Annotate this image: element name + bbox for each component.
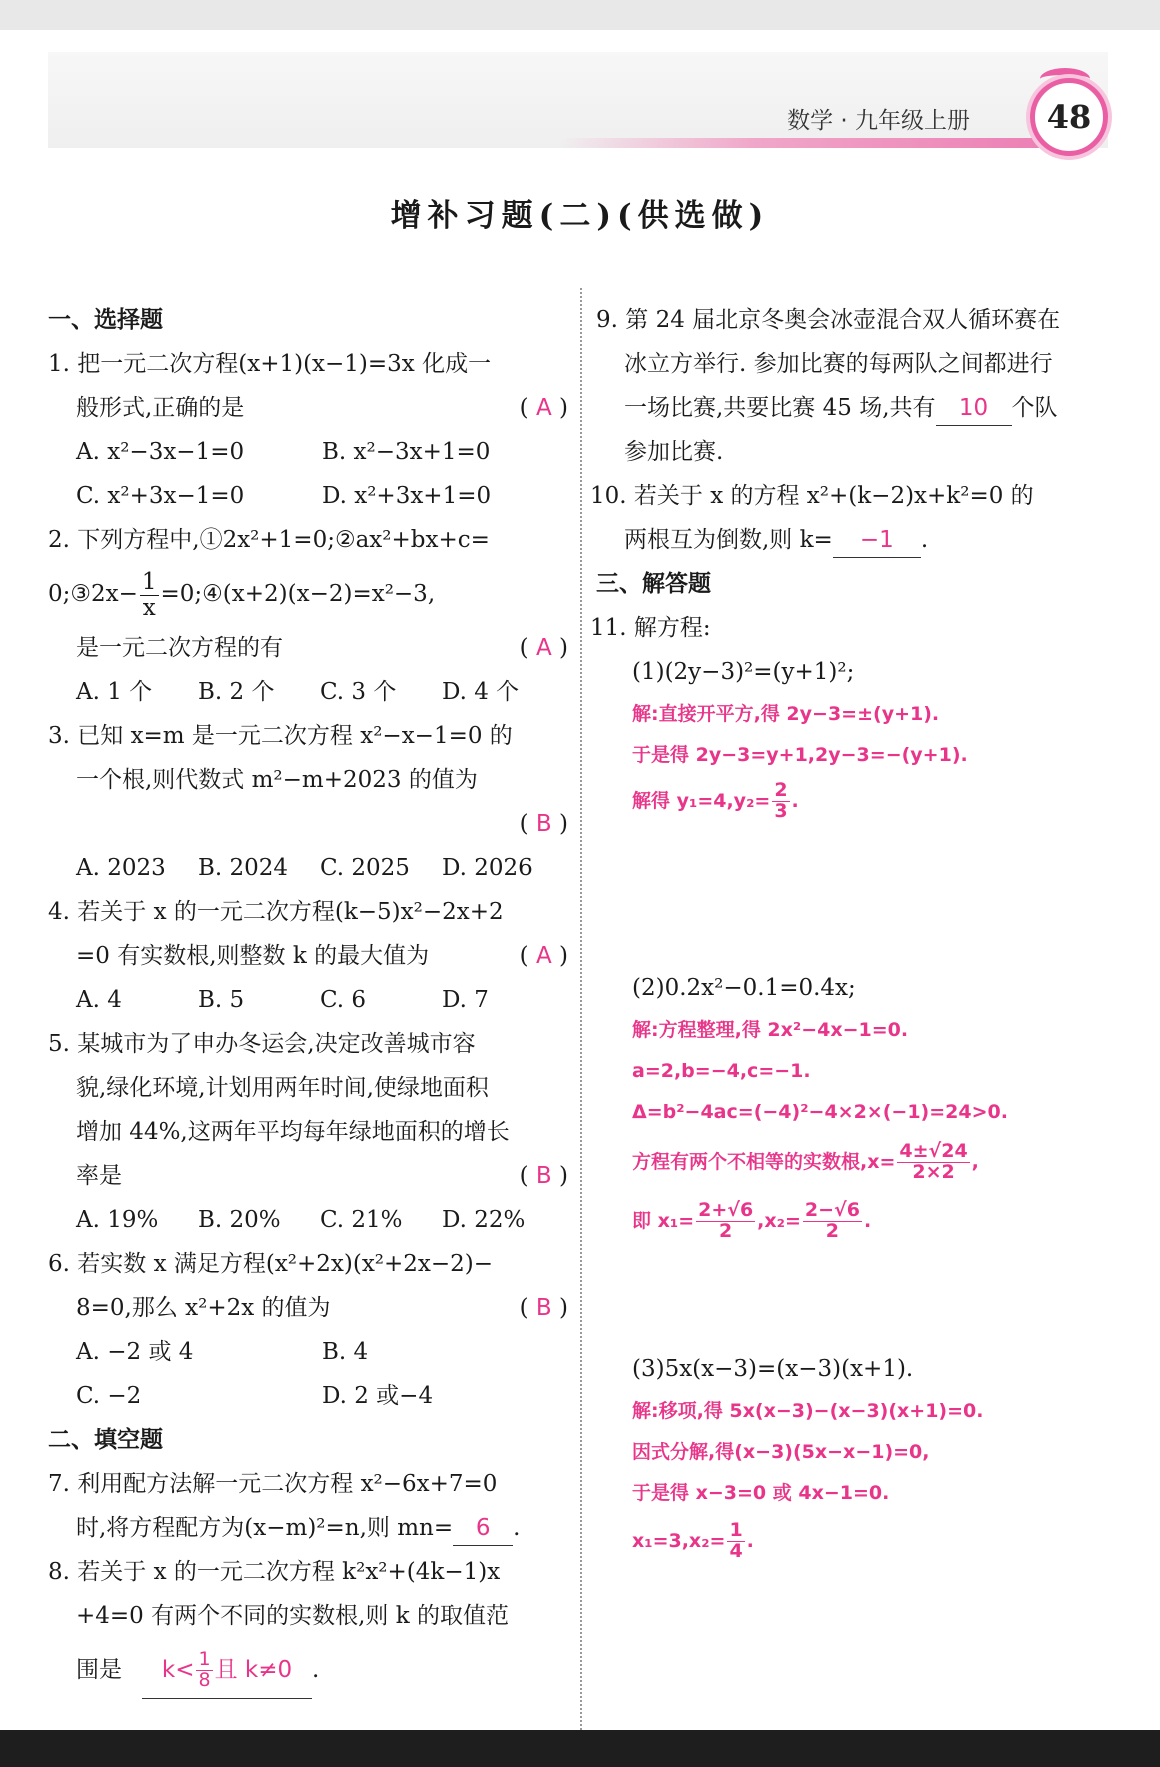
q11-p1-frac-num: 2 (774, 779, 788, 802)
q2-option-d: D. 4 个 (442, 679, 520, 705)
q1-option-b: B. x²−3x+1=0 (322, 439, 491, 465)
q11-p3-step3: 于是得 x−3=0 或 4x−1=0. (632, 1482, 890, 1504)
q4-line1: 4. 若关于 x 的一元二次方程(k−5)x²−2x+2 (48, 899, 504, 925)
q4-option-b: B. 5 (198, 987, 245, 1013)
q4-answer: A (535, 943, 552, 969)
q9-line3 (596, 386, 1112, 430)
q3-line3 (48, 802, 568, 846)
q5-option-b: B. 20% (198, 1207, 281, 1233)
q11-p3-step2: 因式分解,得(x−3)(5x−x−1)=0, (632, 1441, 930, 1463)
q1-options-row2 (48, 474, 568, 518)
q2-line1: 2. 下列方程中,①2x²+1=0;②ax²+bx+c= (48, 527, 490, 553)
q11-p1-equation: (1)(2y−3)²=(y+1)²; (632, 659, 855, 685)
q11-p3-fraction (727, 1521, 744, 1562)
q8-stem: 围是 (76, 1657, 122, 1683)
q11-p2-step3: Δ=b²−4ac=(−4)²−4×2×(−1)=24>0. (632, 1101, 1008, 1123)
bottom-margin (0, 1730, 1160, 1767)
q6-stem: 8=0,那么 x²+2x 的值为 (76, 1295, 331, 1321)
q5-option-c: C. 21% (320, 1207, 403, 1233)
q4-line2 (48, 934, 568, 978)
q2-frac-den: x (142, 594, 156, 621)
q11-part3 (596, 1347, 1112, 1568)
q11-p3-frac-num: 1 (729, 1519, 743, 1542)
page-number: 48 (1046, 98, 1092, 136)
q2-option-b: B. 2 个 (198, 679, 275, 705)
q11-p2-s4b: , (971, 1151, 979, 1173)
page-title: 增补习题(二)(供选做) (390, 198, 770, 234)
q5-line1: 5. 某城市为了申办冬运会,决定改善城市容 (48, 1031, 476, 1057)
q3-option-d: D. 2026 (442, 855, 533, 881)
q7-line1: 7. 利用配方法解一元二次方程 x²−6x+7=0 (48, 1471, 498, 1497)
q8-frac-num: 1 (198, 1648, 211, 1671)
question-4 (48, 890, 568, 1022)
q6-option-a: A. −2 或 4 (76, 1339, 194, 1365)
q1-answer: A (535, 395, 552, 421)
q8-line2: +4=0 有两个不同的实数根,则 k 的取值范 (76, 1603, 509, 1629)
header-subject: 数学 · 九年级上册 (787, 108, 970, 134)
q11-p1-step3 (596, 776, 1112, 826)
q11-p2-step2: a=2,b=−4,c=−1. (632, 1060, 811, 1082)
header-accent-line (560, 138, 1050, 148)
q11-p3-s4b: . (746, 1530, 754, 1552)
q2-answer: A (535, 635, 552, 661)
q11-p1-s3a: 解得 y₁=4,y₂= (632, 790, 771, 812)
q11-p2-step4 (596, 1133, 1112, 1191)
q9-answer: 10 (936, 391, 1012, 426)
q2-options (48, 670, 568, 714)
q4-option-d: D. 7 (442, 987, 489, 1013)
q3-answer: B (535, 811, 552, 837)
question-7 (48, 1462, 568, 1550)
q11-line1: 11. 解方程: (590, 615, 711, 641)
section-choice: 一、选择题 (48, 307, 163, 333)
left-column (48, 298, 568, 1702)
q4-answer-box: ( A ) (519, 943, 568, 969)
page-number-badge (1030, 78, 1108, 156)
q6-options-row1 (48, 1330, 568, 1374)
q8-line1: 8. 若关于 x 的一元二次方程 k²x²+(4k−1)x (48, 1559, 501, 1585)
q6-line1: 6. 若实数 x 满足方程(x²+2x)(x²+2x−2)− (48, 1251, 494, 1277)
q2-stem: 是一元二次方程的有 (76, 635, 283, 661)
q5-stem: 率是 (76, 1163, 122, 1189)
q11-spacer2 (596, 1251, 1112, 1347)
q11-p2-fraction-x2 (803, 1201, 862, 1242)
q9-line3-end: 个队 (1011, 395, 1058, 421)
q5-option-a: A. 19% (76, 1207, 159, 1233)
q11-p2-s5a: 即 x₁= (632, 1210, 695, 1232)
question-6 (48, 1242, 568, 1418)
q8-fraction (196, 1650, 212, 1691)
q5-line2: 貌,绿化环境,计划用两年时间,使绿地面积 (76, 1075, 489, 1101)
right-column (590, 298, 1112, 1568)
q9-stem: 一场比赛,共要比赛 45 场,共有 (624, 395, 936, 421)
q4-option-c: C. 6 (320, 987, 367, 1013)
q11-p1-frac-den: 3 (774, 800, 788, 822)
q3-answer-box: ( B ) (519, 811, 568, 837)
q3-option-b: B. 2024 (198, 855, 289, 881)
q8-answer (142, 1642, 312, 1699)
q1-stem: 般形式,正确的是 (76, 395, 245, 421)
section-fill: 二、填空题 (48, 1427, 163, 1453)
q11-p3-s4a: x₁=3,x₂= (632, 1530, 726, 1552)
question-11 (590, 606, 1112, 1568)
q7-line2 (48, 1506, 568, 1550)
q11-p2-fraction-x1 (696, 1201, 755, 1242)
q10-line2 (596, 518, 1112, 562)
q11-p1-step2: 于是得 2y−3=y+1,2y−3=−(y+1). (632, 744, 968, 766)
q8-line3 (48, 1638, 568, 1702)
q2-fraction (140, 570, 159, 619)
q3-line2: 一个根,则代数式 m²−m+2023 的值为 (76, 767, 478, 793)
q11-p2-step5 (596, 1191, 1112, 1251)
q6-options-row2 (48, 1374, 568, 1418)
q11-p2-x2-den: 2 (825, 1220, 840, 1242)
q11-p2-frac-num: 4±√24 (899, 1140, 968, 1163)
q6-answer-box: ( B ) (519, 1295, 568, 1321)
q6-answer: B (535, 1295, 552, 1321)
q8-answer-b: 且 k≠0 (214, 1657, 293, 1683)
q2-line2-b: =0;④(x+2)(x−2)=x²−3, (160, 581, 436, 607)
q1-options-row1 (48, 430, 568, 474)
q2-line2-a: 0;③2x− (48, 581, 138, 607)
q10-line1: 10. 若关于 x 的方程 x²+(k−2)x+k²=0 的 (590, 483, 1034, 509)
q11-p2-x1-den: 2 (719, 1220, 733, 1242)
q7-end: . (513, 1515, 521, 1541)
column-divider (580, 288, 582, 1738)
q6-line2 (48, 1286, 568, 1330)
q6-option-d: D. 2 或−4 (322, 1383, 434, 1409)
q11-spacer1 (596, 826, 1112, 966)
q10-stem: 两根互为倒数,则 k= (624, 527, 833, 553)
question-2 (48, 518, 568, 714)
q10-answer: −1 (833, 523, 921, 558)
q11-p2-s5b: . (863, 1210, 872, 1232)
q1-line1: 1. 把一元二次方程(x+1)(x−1)=3x 化成一 (48, 351, 492, 377)
q8-frac-den: 8 (198, 1669, 211, 1691)
textbook-page (0, 30, 1160, 1730)
q3-option-c: C. 2025 (320, 855, 410, 881)
q6-option-b: B. 4 (322, 1339, 369, 1365)
q11-p2-step1: 解:方程整理,得 2x²−4x−1=0. (632, 1019, 909, 1041)
q11-p2-x2-num: 2−√6 (804, 1199, 860, 1222)
q8-answer-a: k< (161, 1657, 195, 1683)
q11-p3-step1: 解:移项,得 5x(x−3)−(x−3)(x+1)=0. (632, 1400, 984, 1422)
q3-line1: 3. 已知 x=m 是一元二次方程 x²−x−1=0 的 (48, 723, 513, 749)
q11-part2 (596, 966, 1112, 1251)
q11-p3-step4 (596, 1514, 1112, 1568)
q1-option-c: C. x²+3x−1=0 (76, 483, 245, 509)
q10-end: . (920, 527, 929, 553)
q1-option-d: D. x²+3x+1=0 (322, 483, 492, 509)
top-margin (0, 0, 1160, 30)
q4-options (48, 978, 568, 1022)
q11-p2-s5m: ,x₂= (757, 1210, 801, 1232)
q4-stem: =0 有实数根,则整数 k 的最大值为 (76, 943, 430, 969)
q11-part1 (596, 650, 1112, 826)
q5-options (48, 1198, 568, 1242)
q11-p1-fraction (772, 781, 789, 822)
q8-end: . (312, 1657, 320, 1683)
q1-answer-box: ( A ) (519, 395, 568, 421)
section-solve: 三、解答题 (596, 571, 711, 597)
q9-line2: 冰立方举行. 参加比赛的每两队之间都进行 (624, 351, 1053, 377)
q5-option-d: D. 22% (442, 1207, 526, 1233)
q2-option-c: C. 3 个 (320, 679, 397, 705)
q2-line2 (48, 562, 568, 626)
q7-answer: 6 (453, 1511, 513, 1546)
q5-line4 (48, 1154, 568, 1198)
q11-p3-equation: (3)5x(x−3)=(x−3)(x+1). (632, 1356, 914, 1382)
question-10 (590, 474, 1112, 562)
q5-answer-box: ( B ) (519, 1163, 568, 1189)
question-8 (48, 1550, 568, 1702)
q2-frac-num: 1 (141, 569, 157, 596)
q11-p1-step1: 解:直接开平方,得 2y−3=±(y+1). (632, 703, 940, 725)
question-1 (48, 342, 568, 518)
q6-option-c: C. −2 (76, 1383, 142, 1409)
q11-p3-frac-den: 4 (729, 1540, 743, 1562)
q5-answer: B (535, 1163, 552, 1189)
q2-line3 (48, 626, 568, 670)
q9-line1: 9. 第 24 届北京冬奥会冰壶混合双人循环赛在 (596, 307, 1061, 333)
q2-option-a: A. 1 个 (76, 679, 153, 705)
question-5 (48, 1022, 568, 1242)
q11-p2-equation: (2)0.2x²−0.1=0.4x; (632, 975, 856, 1001)
q4-option-a: A. 4 (76, 987, 122, 1013)
q2-answer-box: ( A ) (519, 635, 568, 661)
q11-p2-x1-num: 2+√6 (698, 1199, 754, 1222)
q11-p2-frac-den: 2×2 (912, 1161, 955, 1183)
question-3 (48, 714, 568, 890)
q11-p2-s4a: 方程有两个不相等的实数根,x= (632, 1151, 896, 1173)
q11-p1-s3b: . (791, 790, 799, 812)
q9-line4: 参加比赛. (624, 439, 724, 465)
q11-p2-fraction (897, 1142, 969, 1183)
question-9 (596, 298, 1112, 474)
q1-option-a: A. x²−3x−1=0 (76, 439, 245, 465)
q1-line2 (48, 386, 568, 430)
q3-option-a: A. 2023 (76, 855, 166, 881)
q7-stem: 时,将方程配方为(x−m)²=n,则 mn= (76, 1515, 454, 1541)
q3-options (48, 846, 568, 890)
q5-line3: 增加 44%,这两年平均每年绿地面积的增长 (76, 1119, 510, 1145)
